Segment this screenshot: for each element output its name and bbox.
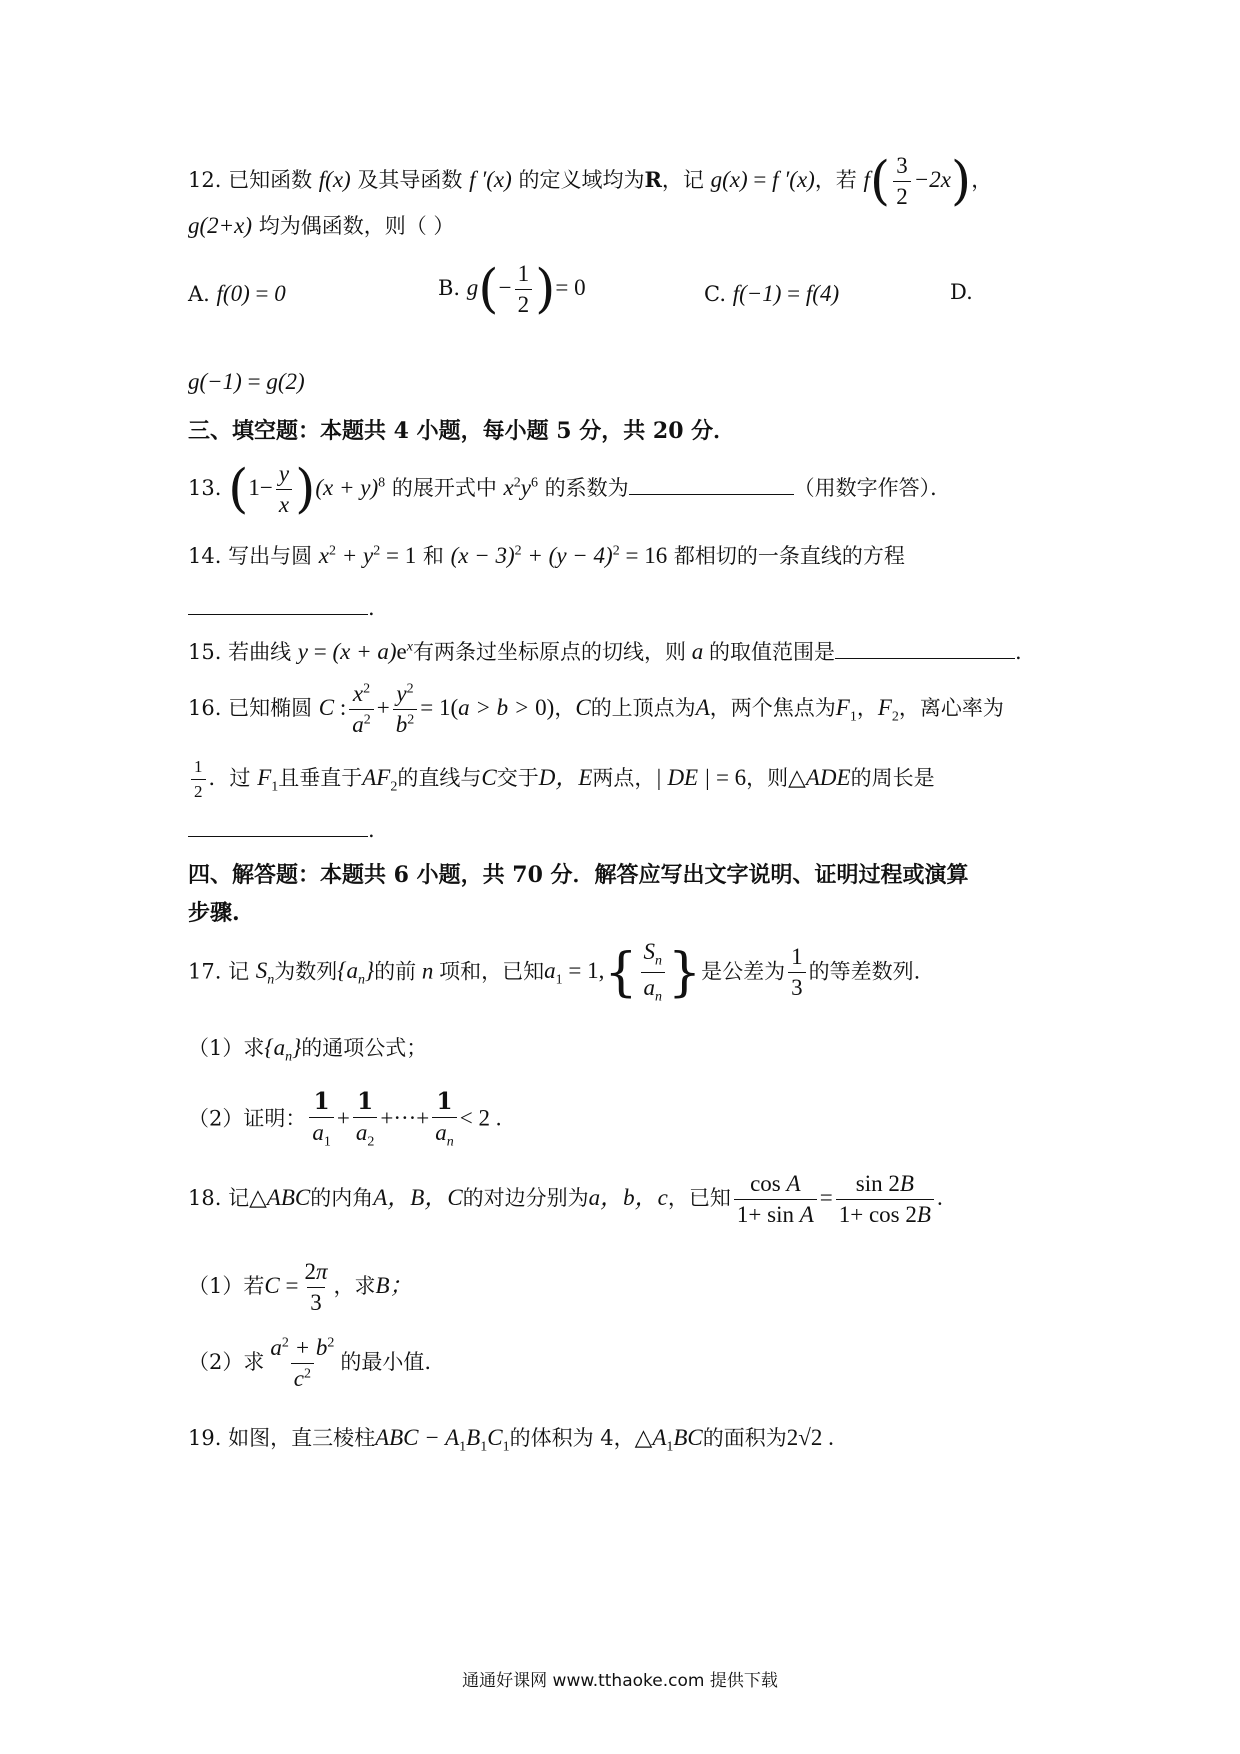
q19: 19. 如图，直三棱柱ABC − $A_1B_1C_1$的体积为 4，$\triangle A_1BC$的面积为2√2 .	[188, 1425, 834, 1455]
q13: 13. (1− $\frac{y}{x}$ )$(x + y)^8$ 的展开式中 $x^2y^6$ 的系数为 （用数字作答）．	[188, 459, 952, 520]
option-b: B. g(− $\frac{1}{2}$ )= 0	[438, 259, 586, 320]
q17-part1: （1）求$\{a_n\}$的通项公式；	[188, 1035, 428, 1065]
q18: 18. 记△ABC的内角A，B，C的对边分别为a，b，c，已知 $\frac{\text{cos A}}{\text{1+ sin A}}$ = $\frac{\sin 2B}{1+ \cos 2B}$ .	[188, 1171, 943, 1228]
q15-answer-blank[interactable]	[835, 656, 1015, 659]
q14-answer-blank[interactable]	[188, 612, 368, 615]
q17: 17. 记 $S_n$为数列$\{a_n\}$的前 n 项和，已知$a_1 = 1$,{ $\frac{S_n}{a_n}$ }是公差为 $\frac{1}{3}$ 的等差数列.	[188, 939, 921, 1005]
q16-line1: 16. 已知椭圆 C : $\frac{x^2}{a^2}$ + $\frac{y^2}{b^2}$ = 1(a > b > 0)，C的上顶点为A，两个焦点为$F_1$，$F_2$，离心率为	[188, 681, 1004, 738]
option-c: C. f(−1) = f(4)	[704, 281, 840, 306]
section4-heading-line2: 步骤.	[188, 900, 240, 926]
q18-part2: （2）求 $\frac{a^2 + b^2}{c^2}$ 的最小值.	[188, 1335, 432, 1392]
q12-line1: 12. 已知函数 f(x) 及其导函数 f ′(x) 的定义域均为R，记 g(x) = f ′(x)，若 f( $\frac{3}{2}$ −2x)，	[188, 151, 993, 212]
option-d: D.	[950, 280, 973, 304]
q14: 14. 写出与圆 $x^2 + y^2 = 1$ 和 $(x - 3)^2 + (y - 4)^2 = 16$ 都相切的一条直线的方程	[188, 543, 905, 568]
section3-heading: 三、填空题：本题共 4 小题，每小题 5 分，共 20 分．	[188, 418, 736, 444]
q12-option-d-value: g(−1) = g(2)	[188, 369, 305, 394]
q12-options	[188, 259, 1140, 322]
q12-line2: g(2+x) 均为偶函数，则（ ）	[188, 213, 455, 238]
q13-answer-blank[interactable]	[629, 492, 794, 495]
q16-line2: $\frac{1}{2}$ ．过 $F_1$且垂直于$AF_2$的直线与C交于D，E两点，| DE | = 6，则△ADE的周长是	[188, 758, 1140, 808]
q15: 15. 若曲线 $y = (x + a)e^x$有两条过坐标原点的切线，则 a 的取值范围是 .	[188, 639, 1022, 664]
q14-blank-line: .	[188, 598, 1140, 619]
section4-heading-line1: 四、解答题：本题共 6 小题，共 70 分．解答应写出文字说明、证明过程或演算	[188, 862, 969, 888]
q17-part2: （2）证明： $\frac{1}{a_1}$ + $\frac{1}{a_2}$ +···+ $\frac{1}{a_n}$ < 2 .	[188, 1088, 502, 1150]
footer-watermark: 通通好课网 www.tthaoke.com 提供下载	[462, 1671, 778, 1691]
q16-blank-line: .	[188, 820, 1140, 841]
option-a: A. f(0) = 0	[188, 281, 286, 306]
frac-3-2: $\frac{3}{2}$	[893, 154, 911, 209]
q16-answer-blank[interactable]	[188, 834, 368, 837]
q18-part1: （1）若C = $\frac{2\pi}{3}$ ，求B；	[188, 1259, 413, 1316]
